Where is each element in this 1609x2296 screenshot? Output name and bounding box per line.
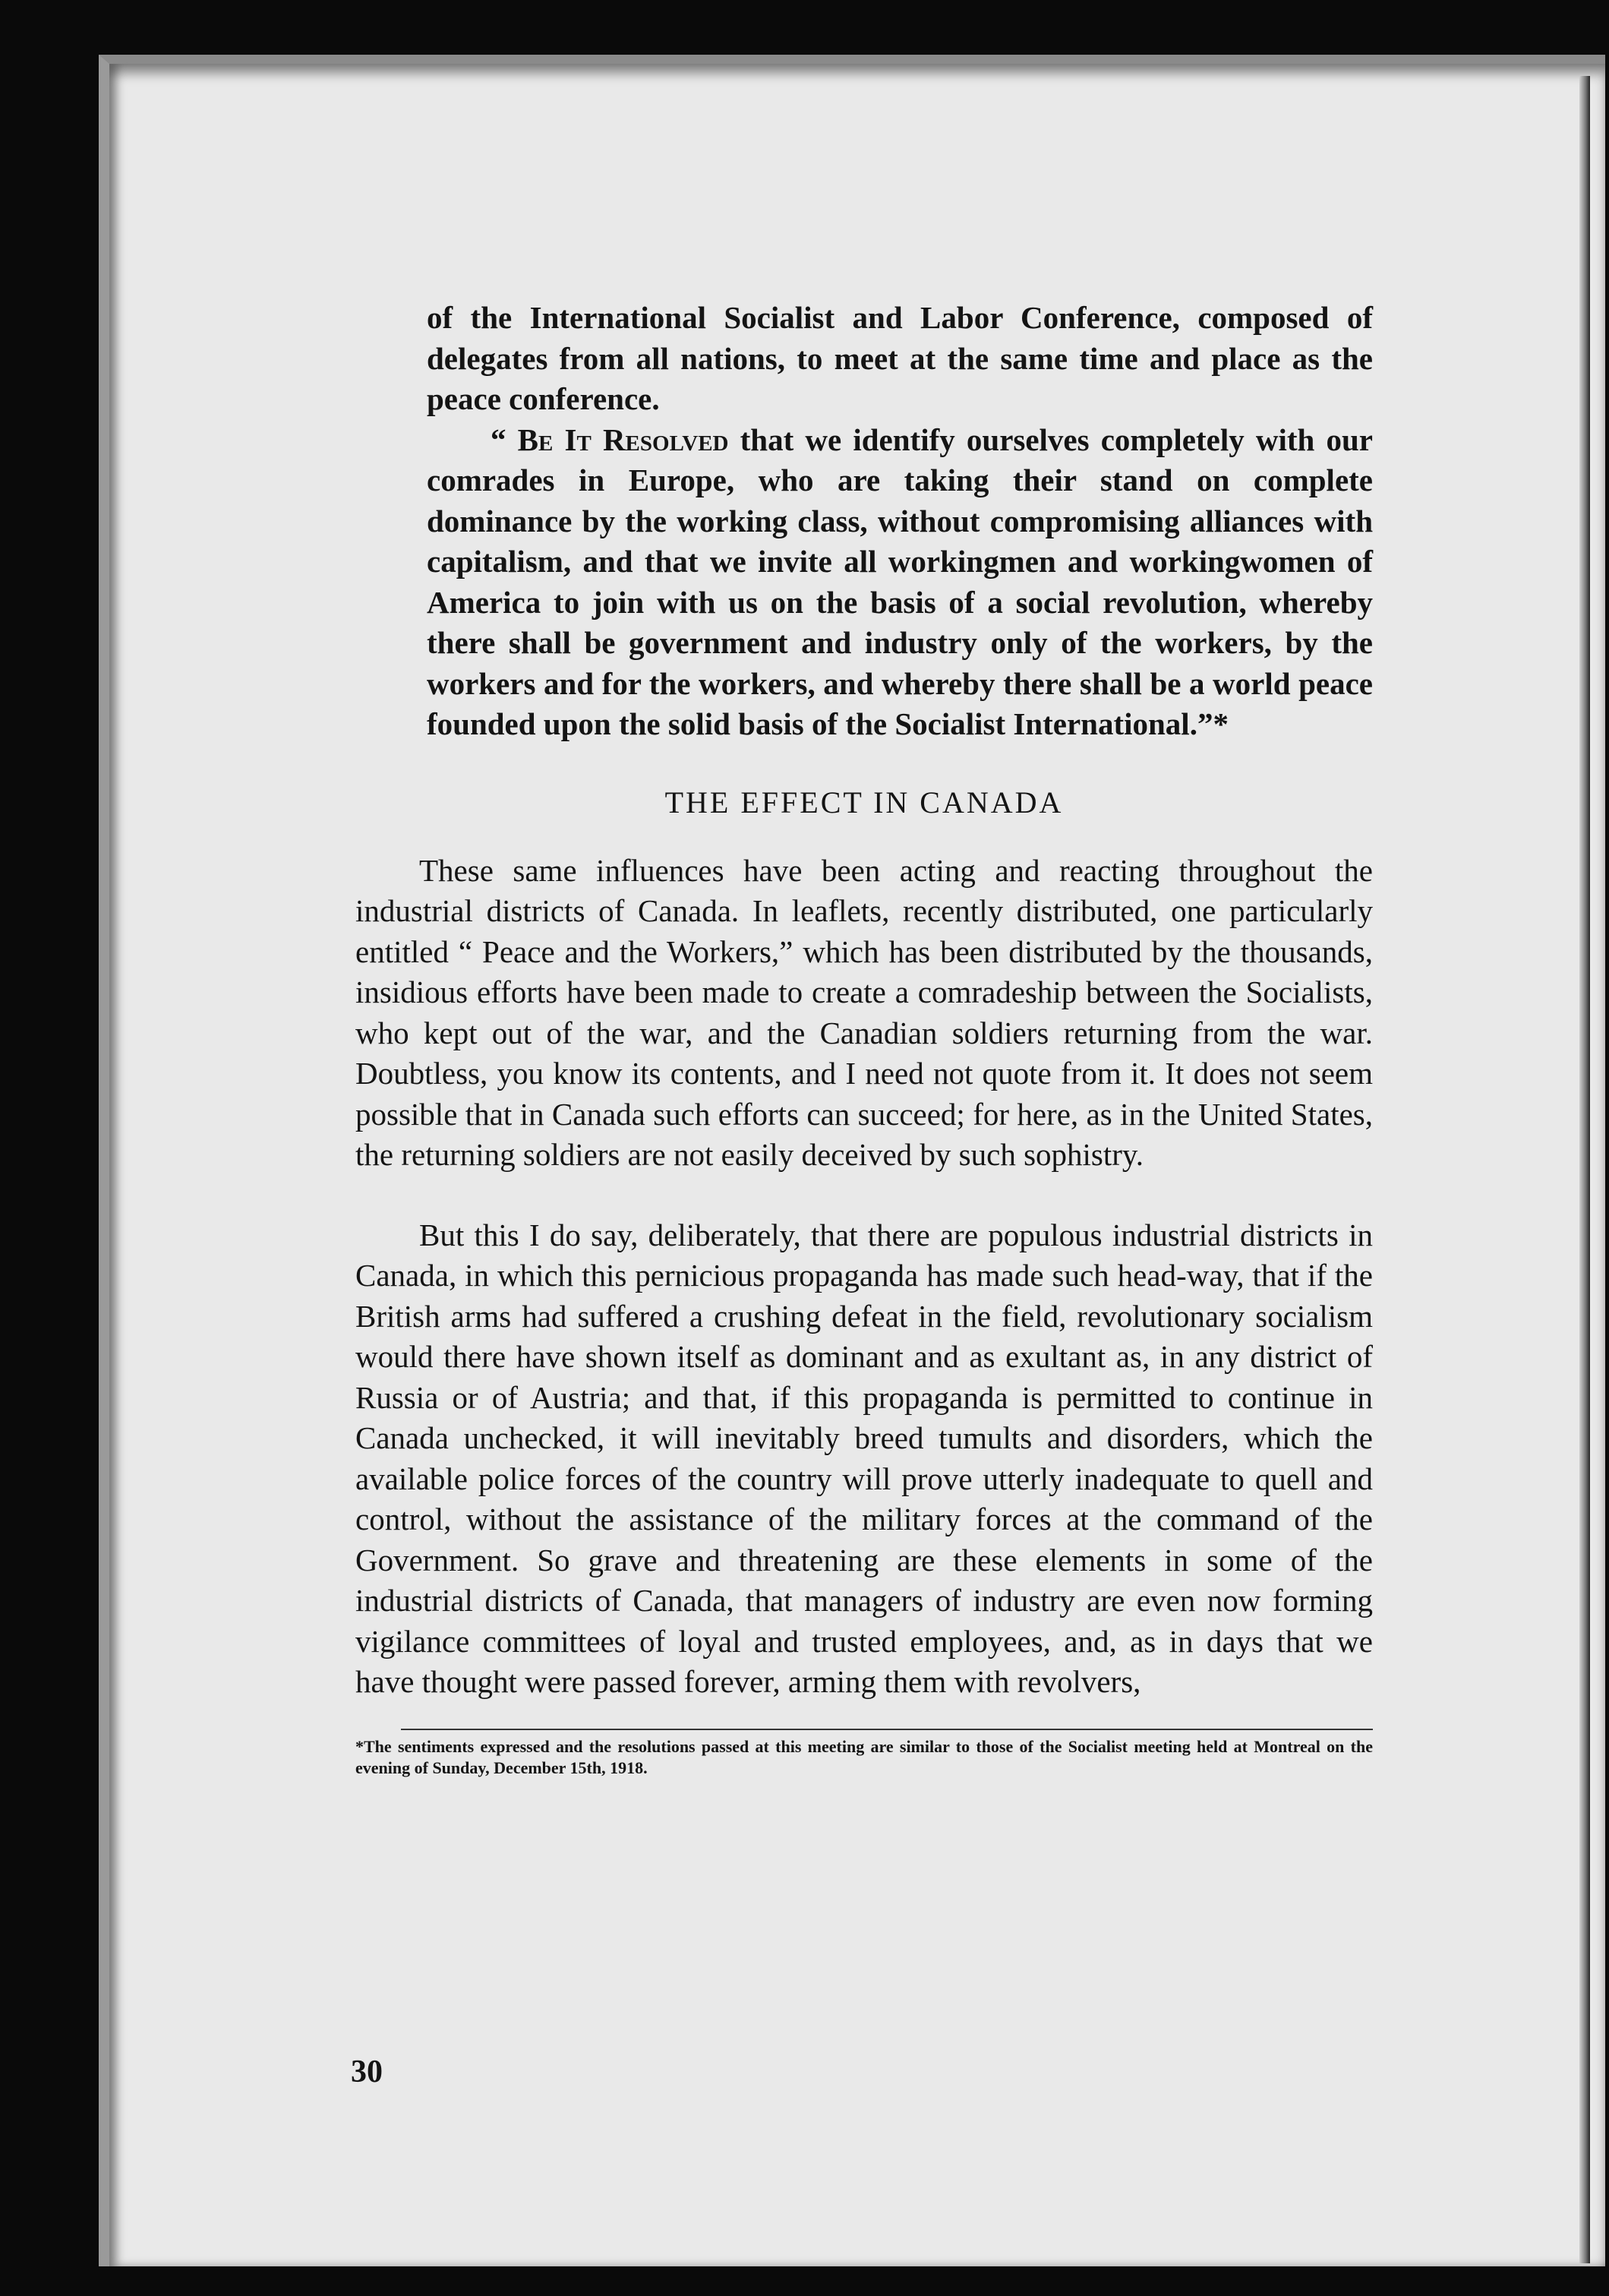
footnote-rule: [401, 1729, 1373, 1730]
page-edge-shadow: [1579, 76, 1590, 2263]
quoted-paragraph-continuation: of the International Socialist and Labor Conference, composed of delegates from all nations, to meet at the same time and place as the peace conference.: [427, 300, 1373, 416]
resolution-paragraph: [427, 420, 1373, 745]
page-number: 30: [351, 2054, 383, 2089]
page-body: [355, 298, 1373, 1779]
footnote: *The sentiments expressed and the resolutions passed at this meeting are similar to those of the Socialist meeting held at Montreal on the evening of Sunday, December 15th, 1918.: [355, 1736, 1373, 1777]
resolution-text: that we identify ourselves completely with our comrades in Europe, who are taking their stand on complete dominance by the working class, without compromising alliances with capitalism, and that we invite all workingmen and workingwomen of America to join with us on the basis of a social revolution, whereby there shall be government and industry only of the workers, by the workers and for the workers, and whereby there shall be a world peace founded upon the solid basis of the Socialist International.”*: [427, 422, 1373, 741]
paragraph-gap: [355, 1176, 1373, 1215]
body-paragraph-2: But this I do say, deliberately, that there are populous industrial districts in Canada, in which this pernicious propaganda has made such head-way, that if the British arms had suffered a crushing defeat in the field, revolutionary socialism would there have shown itself as dominant and as exultant as, in any district of Russia or of Austria; and that, if this propaganda is permitted to continue in Canada unchecked, it will inevitably breed tumults and disorders, which the available police forces of the country will prove utterly inadequate to quell and control, without the assistance of the military forces at the command of the Government. So grave and threatening are these elements in some of the industrial districts of Canada, that managers of industry are even now forming vigilance committees of loyal and trusted employees, and, as in days that we have thought were passed forever, arming them with revolvers,: [355, 1217, 1373, 1699]
body-paragraph-1: These same influences have been acting and reacting throughout the industrial districts of Canada. In leaflets, recently distributed, one particularly entitled “ Peace and the Workers,” which has been distributed by the thousands, insidious efforts have been made to create a comradeship between the Socialists, who kept out of the war, and the Canadian soldiers returning from the war. Doubtless, you know its contents, and I need not quote from it. It does not seem possible that in Canada such efforts can succeed; for here, as in the United States, the returning soldiers are not easily deceived by such sophistry.: [355, 852, 1373, 1172]
section-heading: THE EFFECT IN CANADA: [664, 785, 1064, 820]
resolution-lead: “ Be It Resolved: [491, 422, 729, 457]
